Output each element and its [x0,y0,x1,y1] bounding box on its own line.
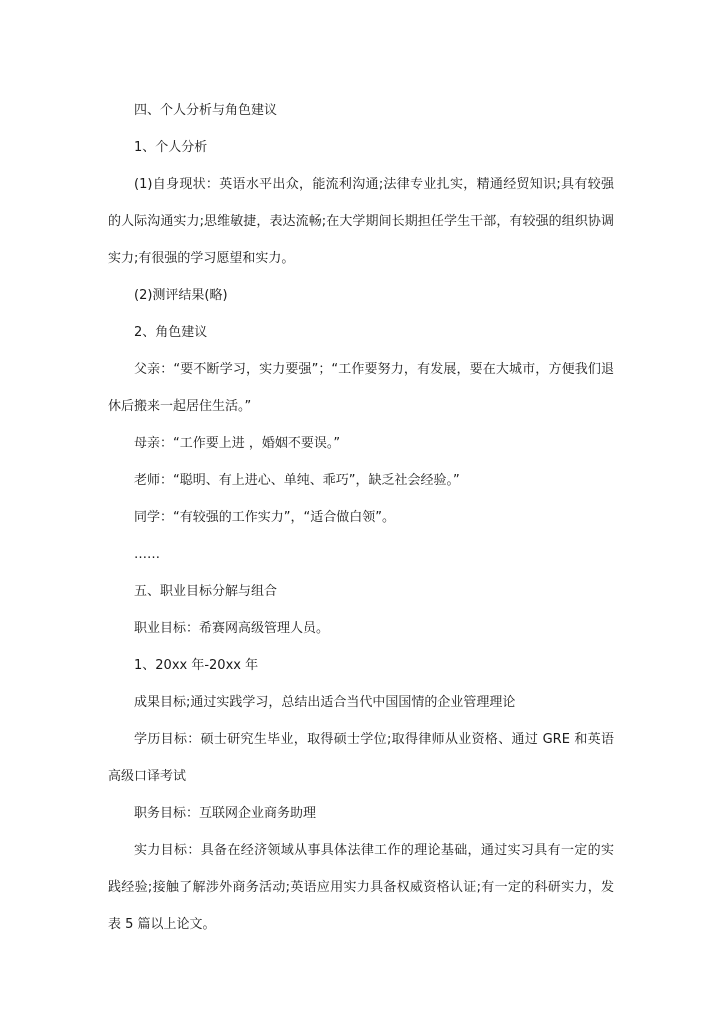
subsection-heading-period: 1、20xx 年-20xx 年 [134,658,259,673]
paragraph-current-status: (1)自身现状：英语水平出众，能流利沟通;法律专业扎实，精通经贸知识;具有较强的人际沟通实力;思维敏捷，表达流畅;在大学期间长期担任学生干部，有较强的组织协调实力;有很强的学习愿望和实力。 [108,177,614,266]
paragraph-education-goal: 学历目标：硕士研究生毕业，取得硕士学位;取得律师从业资格、通过 GRE 和英语高级口译考试 [108,732,614,784]
paragraph-mother-advice: 母亲：“工作要上进 ，婚姻不要误。” [134,436,341,451]
paragraph-father-advice: 父亲：“要不断学习，实力要强”；“工作要努力，有发展，要在大城市，方便我们退休后搬来一起居住生活。” [108,362,614,414]
subsection-heading-role-advice: 2、角色建议 [134,325,208,340]
paragraph-classmate-advice: 同学：“有较强的工作实力”，“适合做白领”。 [134,510,395,525]
section-heading-career-goals: 五、职业目标分解与组合 [134,584,278,599]
section-heading-personal-analysis: 四、个人分析与角色建议 [134,103,278,118]
paragraph-achievement-goal: 成果目标;通过实践学习，总结出适合当代中国国情的企业管理理论 [134,695,516,710]
paragraph-teacher-advice: 老师：“聪明、有上进心、单纯、乖巧”，缺乏社会经验。” [134,473,460,488]
paragraph-ability-goal: 实力目标：具备在经济领域从事具体法律工作的理论基础，通过实习具有一定的实践经验;接触了解涉外商务活动;英语应用实力具备权威资格认证;有一定的科研实力，发表 5 篇以上论文。 [108,843,614,932]
paragraph-position-goal: 职务目标：互联网企业商务助理 [134,806,317,821]
subsection-heading-personal-analysis: 1、个人分析 [134,140,208,155]
document-page [108,92,614,943]
paragraph-assessment-result: (2)测评结果(略) [134,288,228,303]
paragraph-ellipsis: …… [134,547,160,562]
paragraph-career-goal: 职业目标：希赛网高级管理人员。 [134,621,330,636]
